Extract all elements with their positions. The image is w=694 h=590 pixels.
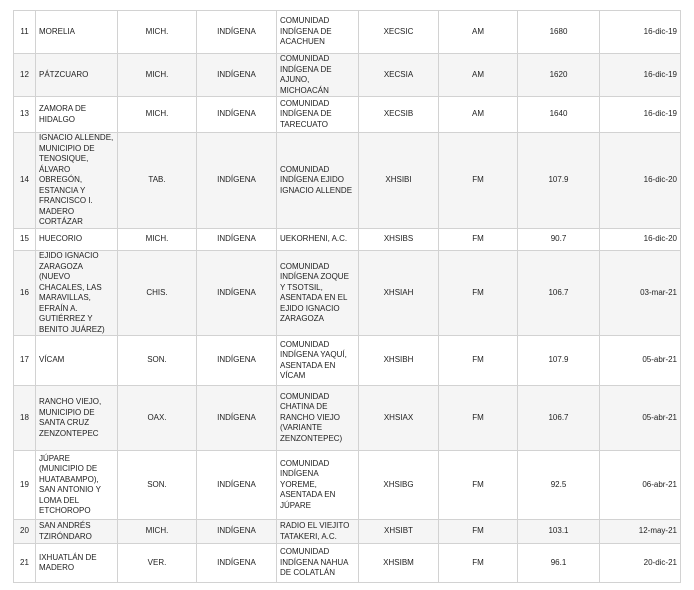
date-cell: 05-abr-21 bbox=[600, 386, 681, 451]
type-cell: INDÍGENA bbox=[197, 229, 277, 251]
state-cell: MICH. bbox=[118, 54, 197, 97]
type-cell: INDÍGENA bbox=[197, 11, 277, 54]
grantee-cell: COMUNIDAD INDÍGENA DE TARECUATO bbox=[277, 97, 359, 133]
row-number: 17 bbox=[14, 336, 36, 386]
date-cell: 16-dic-20 bbox=[600, 133, 681, 229]
frequency-cell: 103.1 bbox=[518, 520, 600, 544]
grantee-cell: COMUNIDAD INDÍGENA DE ACACHUEN bbox=[277, 11, 359, 54]
callsign-cell: XHSIBM bbox=[359, 544, 439, 583]
state-cell: TAB. bbox=[118, 133, 197, 229]
type-cell: INDÍGENA bbox=[197, 520, 277, 544]
location-cell: JÚPARE (MUNICIPIO DE HUATABAMPO), SAN ANTONIO Y LOMA DEL ETCHOROPO bbox=[36, 451, 118, 520]
band-cell: FM bbox=[439, 229, 518, 251]
location-cell: ZAMORA DE HIDALGO bbox=[36, 97, 118, 133]
state-cell: OAX. bbox=[118, 386, 197, 451]
type-cell: INDÍGENA bbox=[197, 544, 277, 583]
row-number: 18 bbox=[14, 386, 36, 451]
state-cell: MICH. bbox=[118, 11, 197, 54]
callsign-cell: XHSIAH bbox=[359, 251, 439, 336]
callsign-cell: XECSIC bbox=[359, 11, 439, 54]
date-cell: 05-abr-21 bbox=[600, 336, 681, 386]
state-cell: MICH. bbox=[118, 229, 197, 251]
callsign-cell: XECSIB bbox=[359, 97, 439, 133]
band-cell: FM bbox=[439, 251, 518, 336]
callsign-cell: XHSIBG bbox=[359, 451, 439, 520]
frequency-cell: 90.7 bbox=[518, 229, 600, 251]
row-number: 16 bbox=[14, 251, 36, 336]
type-cell: INDÍGENA bbox=[197, 336, 277, 386]
table-row bbox=[14, 11, 681, 54]
band-cell: FM bbox=[439, 133, 518, 229]
grantee-cell: COMUNIDAD INDÍGENA YOREME, ASENTADA EN JÚPARE bbox=[277, 451, 359, 520]
row-number: 12 bbox=[14, 54, 36, 97]
callsign-cell: XHSIBT bbox=[359, 520, 439, 544]
type-cell: INDÍGENA bbox=[197, 451, 277, 520]
band-cell: FM bbox=[439, 451, 518, 520]
band-cell: FM bbox=[439, 386, 518, 451]
grantee-cell: COMUNIDAD INDÍGENA DE AJUNO, MICHOACÁN bbox=[277, 54, 359, 97]
frequency-cell: 1620 bbox=[518, 54, 600, 97]
date-cell: 03-mar-21 bbox=[600, 251, 681, 336]
state-cell: SON. bbox=[118, 451, 197, 520]
state-cell: MICH. bbox=[118, 97, 197, 133]
row-number: 21 bbox=[14, 544, 36, 583]
table-row bbox=[14, 336, 681, 386]
table-row bbox=[14, 97, 681, 133]
table-row bbox=[14, 54, 681, 97]
frequency-cell: 1680 bbox=[518, 11, 600, 54]
frequency-cell: 96.1 bbox=[518, 544, 600, 583]
stations-table-body bbox=[14, 11, 681, 583]
location-cell: RANCHO VIEJO, MUNICIPIO DE SANTA CRUZ ZENZONTEPEC bbox=[36, 386, 118, 451]
state-cell: SON. bbox=[118, 336, 197, 386]
type-cell: INDÍGENA bbox=[197, 133, 277, 229]
row-number: 15 bbox=[14, 229, 36, 251]
frequency-cell: 107.9 bbox=[518, 336, 600, 386]
frequency-cell: 1640 bbox=[518, 97, 600, 133]
location-cell: IXHUATLÁN DE MADERO bbox=[36, 544, 118, 583]
state-cell: CHIS. bbox=[118, 251, 197, 336]
grantee-cell: COMUNIDAD INDÍGENA YAQUÍ, ASENTADA EN VÍCAM bbox=[277, 336, 359, 386]
type-cell: INDÍGENA bbox=[197, 251, 277, 336]
date-cell: 16-dic-20 bbox=[600, 229, 681, 251]
date-cell: 12-may-21 bbox=[600, 520, 681, 544]
callsign-cell: XHSIBS bbox=[359, 229, 439, 251]
table-row bbox=[14, 520, 681, 544]
callsign-cell: XHSIBI bbox=[359, 133, 439, 229]
row-number: 14 bbox=[14, 133, 36, 229]
type-cell: INDÍGENA bbox=[197, 386, 277, 451]
table-row bbox=[14, 451, 681, 520]
stations-table bbox=[13, 10, 681, 583]
location-cell: HUECORIO bbox=[36, 229, 118, 251]
frequency-cell: 107.9 bbox=[518, 133, 600, 229]
callsign-cell: XECSIA bbox=[359, 54, 439, 97]
table-row bbox=[14, 386, 681, 451]
grantee-cell: COMUNIDAD INDÍGENA ZOQUE Y TSOTSIL, ASENTADA EN EL EJIDO IGNACIO ZARAGOZA bbox=[277, 251, 359, 336]
row-number: 11 bbox=[14, 11, 36, 54]
date-cell: 20-dic-21 bbox=[600, 544, 681, 583]
frequency-cell: 106.7 bbox=[518, 251, 600, 336]
callsign-cell: XHSIBH bbox=[359, 336, 439, 386]
band-cell: FM bbox=[439, 336, 518, 386]
band-cell: FM bbox=[439, 544, 518, 583]
row-number: 13 bbox=[14, 97, 36, 133]
row-number: 19 bbox=[14, 451, 36, 520]
grantee-cell: COMUNIDAD INDÍGENA NAHUA DE COLATLÁN bbox=[277, 544, 359, 583]
location-cell: EJIDO IGNACIO ZARAGOZA (NUEVO CHACALES, LAS MARAVILLAS, EFRAÍN A. GUTIÉRREZ Y BENITO JUÁREZ) bbox=[36, 251, 118, 336]
band-cell: AM bbox=[439, 97, 518, 133]
grantee-cell: UEKORHENI, A.C. bbox=[277, 229, 359, 251]
table-row bbox=[14, 251, 681, 336]
table-row bbox=[14, 544, 681, 583]
frequency-cell: 92.5 bbox=[518, 451, 600, 520]
callsign-cell: XHSIAX bbox=[359, 386, 439, 451]
state-cell: VER. bbox=[118, 544, 197, 583]
location-cell: MORELIA bbox=[36, 11, 118, 54]
grantee-cell: COMUNIDAD CHATINA DE RANCHO VIEJO (VARIANTE ZENZONTEPEC) bbox=[277, 386, 359, 451]
type-cell: INDÍGENA bbox=[197, 54, 277, 97]
location-cell: SAN ANDRÉS TZIRÓNDARO bbox=[36, 520, 118, 544]
date-cell: 16-dic-19 bbox=[600, 11, 681, 54]
frequency-cell: 106.7 bbox=[518, 386, 600, 451]
grantee-cell: RADIO EL VIEJITO TATAKERI, A.C. bbox=[277, 520, 359, 544]
date-cell: 06-abr-21 bbox=[600, 451, 681, 520]
band-cell: AM bbox=[439, 54, 518, 97]
location-cell: VÍCAM bbox=[36, 336, 118, 386]
band-cell: AM bbox=[439, 11, 518, 54]
table-row bbox=[14, 133, 681, 229]
type-cell: INDÍGENA bbox=[197, 97, 277, 133]
band-cell: FM bbox=[439, 520, 518, 544]
grantee-cell: COMUNIDAD INDÍGENA EJIDO IGNACIO ALLENDE bbox=[277, 133, 359, 229]
location-cell: PÁTZCUARO bbox=[36, 54, 118, 97]
date-cell: 16-dic-19 bbox=[600, 54, 681, 97]
date-cell: 16-dic-19 bbox=[600, 97, 681, 133]
state-cell: MICH. bbox=[118, 520, 197, 544]
table-row bbox=[14, 229, 681, 251]
location-cell: IGNACIO ALLENDE, MUNICIPIO DE TENOSIQUE, ÁLVARO OBREGÓN, ESTANCIA Y FRANCISCO I. MADERO CORTÁZAR bbox=[36, 133, 118, 229]
row-number: 20 bbox=[14, 520, 36, 544]
